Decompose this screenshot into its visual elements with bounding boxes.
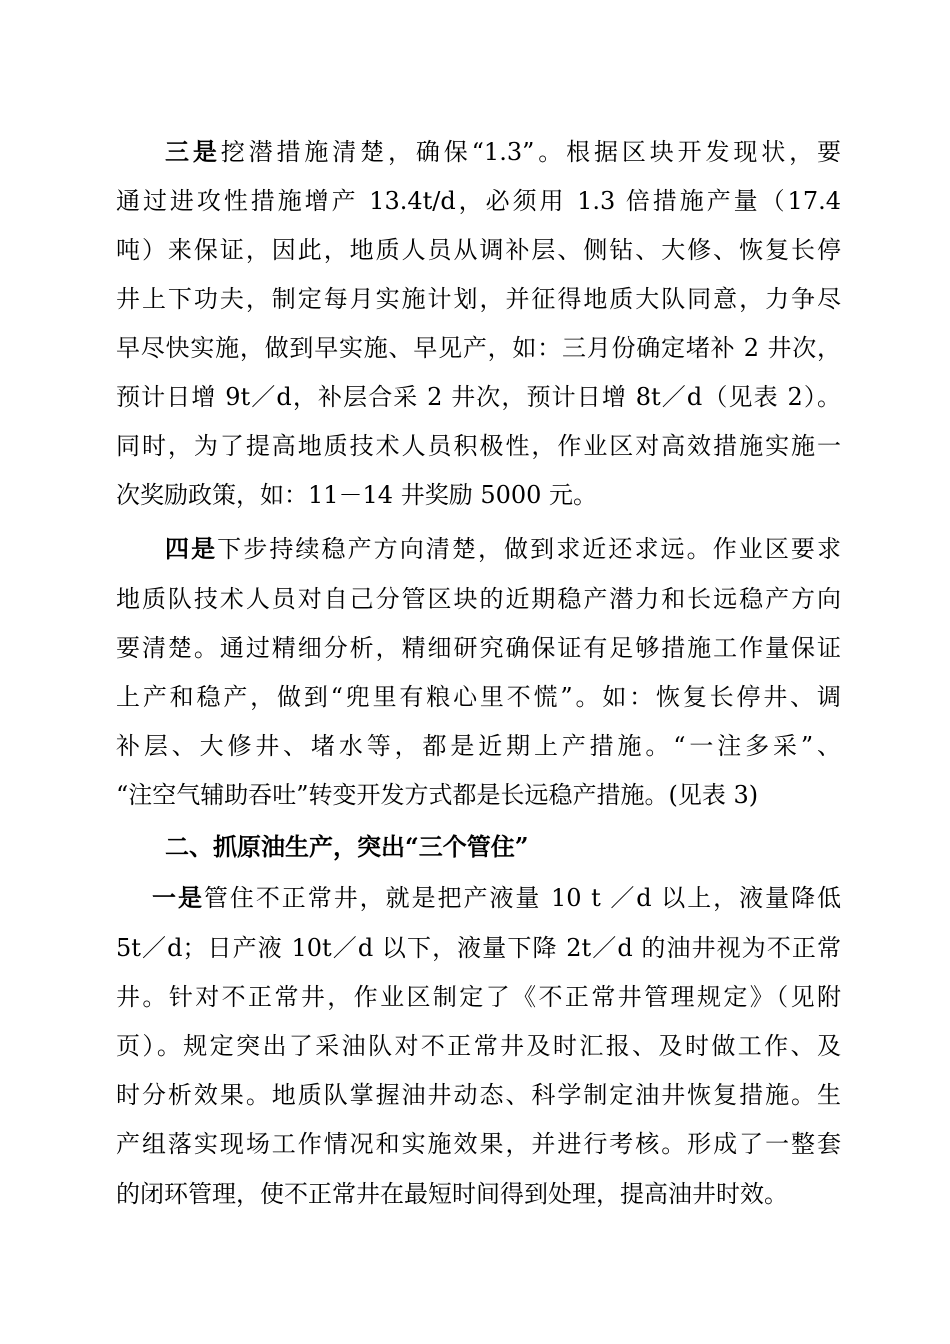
section-three-line-4: 井上下功夫，制定每月实施计划，并征得地质大队同意，力争尽 — [116, 285, 841, 313]
section-one-line-6: 产组落实现场工作情况和实施效果，并进行考核。形成了一整套 — [116, 1130, 841, 1158]
section-three-line-1 — [165, 136, 841, 168]
section-one-line-4: 页）。规定突出了采油队对不正常井及时汇报、及时做工作、及 — [116, 1032, 841, 1060]
section-four-line-2: 地质队技术人员对自己分管区块的近期稳产潜力和长远稳产方向 — [116, 585, 841, 613]
section-three-lead: 三是 — [165, 137, 221, 166]
section-one-line-3: 井。针对不正常井，作业区制定了《不正常井管理规定》（见附 — [116, 983, 841, 1011]
section-three-text: 挖潜措施清楚，确保“1.3”。根据区块开发现状，要 — [220, 138, 841, 166]
section-three-line-2: 通过进攻性措施增产 13.4t/d，必须用 1.3 倍措施产量（17.4 — [116, 187, 841, 215]
section-one-line-7: 的闭环管理，使不正常井在最短时间得到处理，提高油井时效。 — [116, 1180, 788, 1208]
section-three-line-3: 吨）来保证，因此，地质人员从调补层、侧钻、大修、恢复长停 — [116, 236, 841, 264]
section-one-line-5: 时分析效果。地质队掌握油井动态、科学制定油井恢复措施。生 — [116, 1081, 841, 1109]
section-three-line-7: 同时，为了提高地质技术人员积极性，作业区对高效措施实施一 — [116, 432, 841, 460]
section-one-text: 管住不正常井，就是把产液量 10 t ／d 以上，液量降低 — [203, 884, 841, 912]
section-four-line-1 — [165, 533, 841, 565]
section-four-line-3: 要清楚。通过精细分析，精细研究确保证有足够措施工作量保证 — [116, 634, 841, 662]
section-three-line-8: 次奖励政策，如：11－14 井奖励 5000 元。 — [116, 481, 598, 509]
section-four-line-4: 上产和稳产，做到“兜里有粮心里不慌”。如：恢复长停井、调 — [116, 683, 841, 711]
section-four-line-6: “注空气辅助吞吐”转变开发方式都是长远稳产措施。(见表 3) — [116, 781, 759, 809]
section-one-line-1 — [152, 882, 841, 914]
section-heading-two: 二、抓原油生产，突出“三个管住” — [165, 832, 529, 861]
section-three-line-6: 预计日增 9t／d，补层合采 2 井次，预计日增 8t／d（见表 2）。 — [116, 383, 841, 411]
section-four-lead: 四是 — [165, 534, 218, 563]
section-four-line-5: 补层、大修井、堵水等，都是近期上产措施。“一注多采”、 — [116, 732, 841, 760]
section-three-line-5: 早尽快实施，做到早实施、早见产，如：三月份确定堵补 2 井次， — [116, 334, 841, 362]
section-four-text: 下步持续稳产方向清楚，做到求近还求远。作业区要求 — [217, 535, 841, 563]
section-one-lead: 一是 — [152, 883, 204, 912]
section-one-line-2: 5t／d；日产液 10t／d 以下，液量下降 2t／d 的油井视为不正常 — [116, 934, 841, 962]
